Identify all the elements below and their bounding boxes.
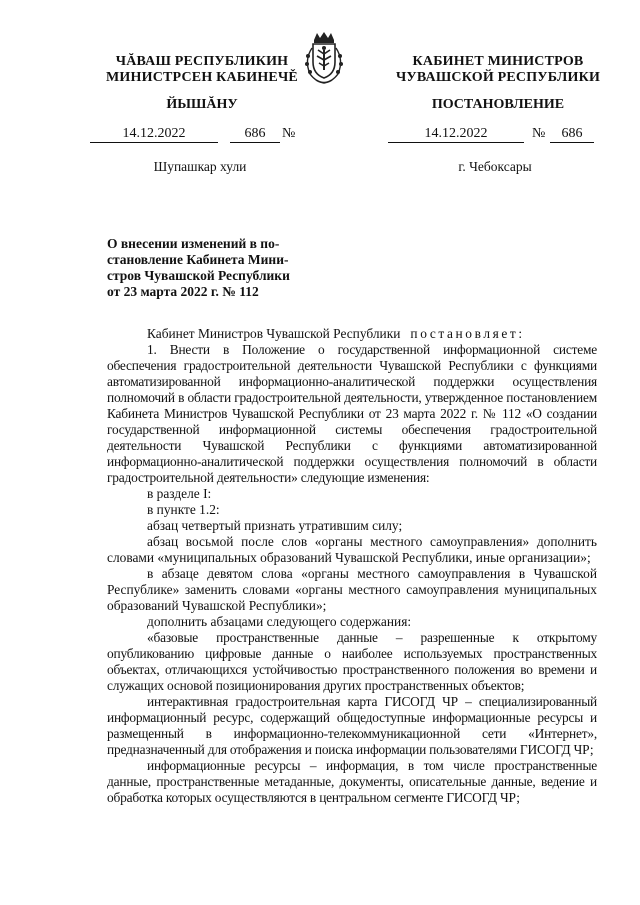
place-left: Шупашкар хули <box>153 159 247 174</box>
body-paragraph-7: дополнить абзацами следующего содержания: <box>147 614 412 629</box>
intro-verb: постановляет: <box>410 326 525 341</box>
document-body <box>107 326 597 806</box>
number-right: 686 <box>550 126 594 143</box>
chuvash-coat-of-arms-icon <box>300 30 348 86</box>
date-right: 14.12.2022 <box>388 126 524 143</box>
body-paragraph-6: в абзаце девятом слова «органы местного самоуправления в Чувашской Республике» заменить словами «органы местного самоуправления муниципальных образований Чувашской Республики»; <box>107 566 597 613</box>
body-paragraph-3: в пункте 1.2: <box>147 502 220 517</box>
header-left-line1: ЧĂВАШ РЕСПУБЛИКИН <box>115 54 289 69</box>
subject-line1: О внесении изменений в по- <box>107 236 280 251</box>
body-paragraph-2: в разделе I: <box>147 486 212 501</box>
body-intro <box>107 326 597 342</box>
body-paragraph-8: «базовые пространственные данные – разрешенные к открытому опубликованию цифровые данные о наиболее используемых пространственных объектах, отличающихся устойчивостью пространственного положения во времени и служащих основой позиционирования других пространственных объектов; <box>107 630 597 693</box>
number-sign-left: № <box>282 126 296 141</box>
header-left-title <box>92 54 312 86</box>
decree-label-left: ЙЫШĂНУ <box>166 97 238 112</box>
header-left-line2: МИНИСТРСЕН КАБИНЕЧĚ <box>106 70 298 85</box>
header-right-title <box>392 54 604 86</box>
header-right-line2: ЧУВАШСКОЙ РЕСПУБЛИКИ <box>395 70 601 85</box>
dateline-right <box>388 126 600 144</box>
header-right-line1: КАБИНЕТ МИНИСТРОВ <box>412 54 584 69</box>
date-left: 14.12.2022 <box>90 126 218 143</box>
dateline-left <box>90 126 310 144</box>
number-sign-right: № <box>532 126 546 141</box>
document-subject <box>107 236 304 300</box>
decree-label-right: ПОСТАНОВЛЕНИЕ <box>431 97 565 112</box>
body-paragraph-10: информационные ресурсы – информация, в том числе пространственные данные, пространственные метаданные, документы, описательные данные, ведение и обработка которых осуществляются в центральном сегменте ГИСОГД ЧР; <box>107 758 597 805</box>
intro-prefix: Кабинет Министров Чувашской Республики <box>147 326 401 341</box>
number-left: 686 <box>230 126 280 143</box>
subject-line2: становление Кабинета Мини- <box>107 252 289 267</box>
body-paragraph-9: интерактивная градостроительная карта ГИСОГД ЧР – специализированный информационный ресурс, содержащий общедоступные информационные ресурсы и размещенный в информационно-телекоммуникационной сети «Интернет», предназначенный для отображения и поиска информации пользователями ГИСОГД ЧР; <box>107 694 597 757</box>
subject-line4: от 23 марта 2022 г. № 112 <box>107 284 259 299</box>
body-paragraph-1: 1. Внести в Положение о государственной информационной системе обеспечения градостроительной деятельности Чувашской Республики с функциями автоматизированной информационно-аналитической поддержки осуществления полномочий в области градостроительной деятельности, утвержденное постановлением Кабинета Министров Чувашской Республики от 23 марта 2022 г. № 112 «О создании государственной информационной системы обеспечения градостроительной деятельности Чувашской Республики с функциями автоматизированной информационно-аналитической поддержки осуществления полномочий в области градостроительной деятельности» следующие изменения: <box>107 342 597 485</box>
body-paragraph-4: абзац четвертый признать утратившим силу; <box>147 518 403 533</box>
place-right: г. Чебоксары <box>458 159 532 174</box>
subject-line3: стров Чувашской Республики <box>107 268 290 283</box>
body-paragraph-5: абзац восьмой после слов «органы местного самоуправления» дополнить словами «муниципальных образований Чувашской Республики, иные организации»; <box>107 534 597 565</box>
